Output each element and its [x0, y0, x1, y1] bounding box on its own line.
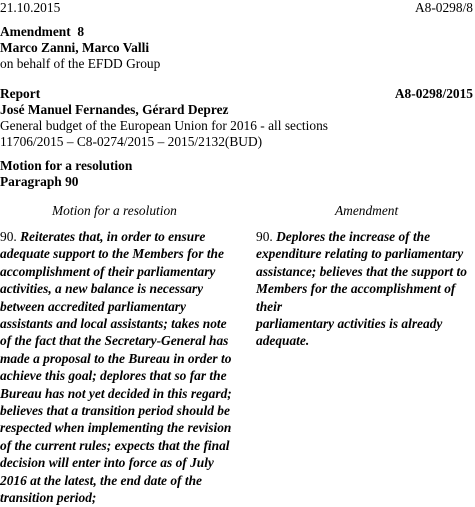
- text-line: parliamentary activities is already: [256, 316, 443, 332]
- amendment-title: Amendment: [0, 24, 71, 39]
- text-line: decision will enter into force as of July: [0, 455, 214, 471]
- text-line: transition period;: [0, 490, 97, 506]
- paragraph-number: 90.: [0, 229, 21, 244]
- motion-title: Motion for a resolution: [0, 158, 133, 173]
- text-line: activities, a new balance is necessary: [0, 281, 204, 297]
- text-line: 90. Deplores the increase of the: [256, 229, 431, 244]
- text-line: respected when implementing the revision: [0, 420, 232, 436]
- report-subject: General budget of the European Union for 2016 - all sections: [0, 118, 328, 133]
- left-column-header: Motion for a resolution: [52, 203, 177, 218]
- text-line: assistants and local assistants; takes note: [0, 316, 227, 332]
- amendment-authors: Marco Zanni, Marco Valli: [0, 40, 150, 55]
- text-line: believes that a transition period should be: [0, 403, 230, 419]
- text-line: of the current rules; expects that the final: [0, 437, 230, 453]
- right-column-header: Amendment: [335, 203, 399, 218]
- text-line: 2016 at the latest, the end date of the: [0, 472, 202, 488]
- text-line: assistance; believes that the support to: [256, 263, 467, 279]
- paragraph-reference: Paragraph 90: [0, 174, 79, 189]
- text-line: adequate support to the Members for the: [0, 246, 224, 262]
- document-date: 21.10.2015: [0, 0, 61, 15]
- paragraph-number: 90.: [256, 229, 277, 244]
- text-line: accomplishment of their parliamentary: [0, 263, 216, 279]
- text-line: Members for the accomplishment of their: [256, 281, 456, 314]
- report-procedure: 11706/2015 – C8-0274/2015 – 2015/2132(BUD): [0, 134, 263, 149]
- text-line: achieve this goal; deplores that so far the: [0, 368, 227, 384]
- text-line: expenditure relating to parliamentary: [256, 246, 464, 262]
- report-label: Report: [0, 86, 41, 101]
- text-line: 90. Reiterates that, in order to ensure: [0, 229, 206, 244]
- amendment-text-column: [256, 228, 474, 350]
- amendment-heading: [0, 24, 84, 40]
- text-line: adequate.: [256, 333, 310, 349]
- report-rapporteurs: José Manuel Fernandes, Gérard Deprez: [0, 102, 229, 117]
- text-line: Bureau has not yet decided in this regard;: [0, 385, 232, 401]
- document-reference: A8-0298/8: [414, 0, 473, 15]
- amendment-number: 8: [77, 24, 85, 39]
- text-line: of the fact that the Secretary-General has: [0, 333, 229, 349]
- report-reference: A8-0298/2015: [394, 86, 473, 101]
- motion-text-column: [0, 228, 238, 507]
- amendment-group: on behalf of the EFDD Group: [0, 56, 161, 71]
- text-line: made a proposal to the Bureau in order to: [0, 350, 232, 366]
- text-line: between accredited parliamentary: [0, 298, 186, 314]
